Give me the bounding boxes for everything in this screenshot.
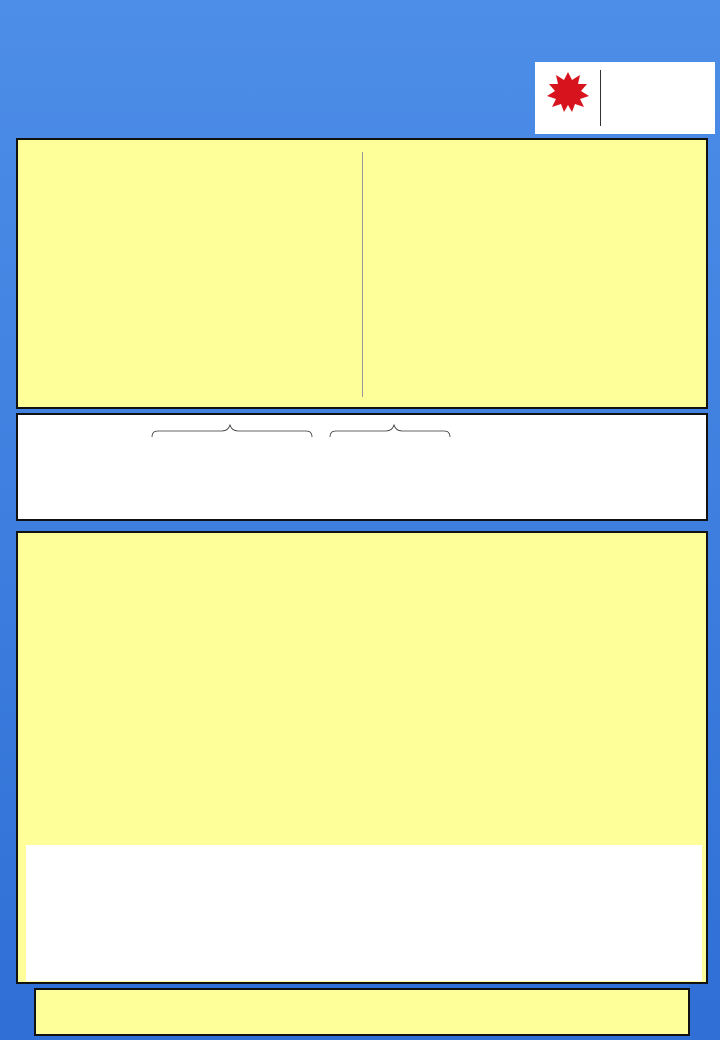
model-equation-panel <box>16 413 708 521</box>
column-divider <box>362 152 363 397</box>
figure-plots <box>46 845 702 969</box>
reference-panel <box>34 988 690 1036</box>
introduction-section <box>30 154 360 165</box>
logo-divider <box>600 70 601 126</box>
figure-ylabel <box>24 851 46 961</box>
methods-section <box>372 154 702 162</box>
nsw-government-logo-icon <box>539 66 597 130</box>
equation-braces <box>18 415 706 519</box>
intro-methods-panel <box>16 138 708 409</box>
trend-figure <box>26 845 702 981</box>
results-panel <box>16 531 708 984</box>
results-table-2 <box>18 757 706 837</box>
results-table-1 <box>18 663 706 743</box>
oeh-logo <box>535 62 715 134</box>
